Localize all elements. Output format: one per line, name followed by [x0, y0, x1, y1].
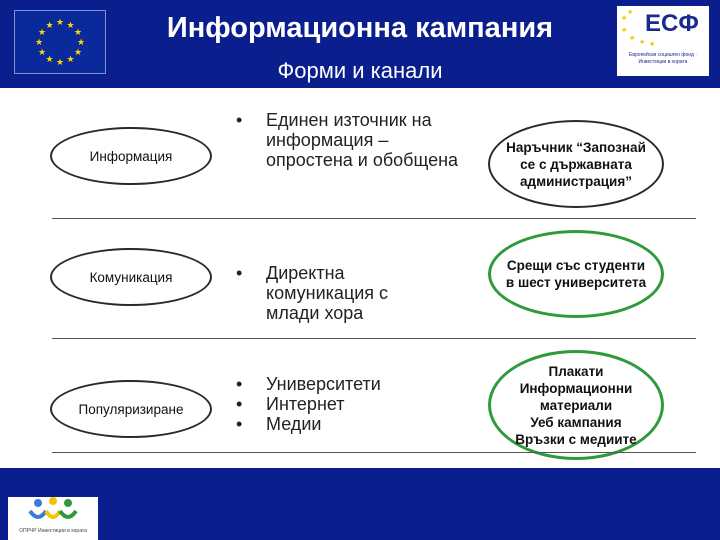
form-oval-popularization: [50, 380, 212, 438]
channel-oval-handbook: [488, 120, 664, 208]
list-item: [236, 374, 381, 394]
bullet-list: [236, 374, 381, 434]
bullet-list: [236, 263, 446, 323]
svg-text:★: ★: [73, 28, 83, 38]
form-oval-communication: [50, 248, 212, 306]
svg-text:★: ★: [45, 55, 54, 65]
channel-line: Уеб кампания: [530, 414, 622, 430]
form-label: Комуникация: [89, 269, 173, 285]
channel-oval-meetings: [488, 230, 664, 318]
svg-text:★: ★: [45, 21, 54, 31]
svg-text:★: ★: [37, 48, 47, 58]
row-divider: [52, 218, 696, 219]
svg-text:★: ★: [639, 38, 646, 46]
svg-text:★: ★: [649, 40, 656, 48]
channel-line: Плакати: [548, 363, 604, 379]
svg-text:★: ★: [621, 26, 628, 34]
svg-text:★: ★: [76, 38, 86, 48]
list-item: [236, 263, 446, 323]
channel-line: Информационни материали: [519, 380, 633, 413]
form-oval-information: [50, 127, 212, 185]
form-label: Популяризиране: [78, 401, 184, 417]
channel-label: Наръчник “Запознай се с държавната администрация”: [506, 139, 646, 189]
svg-text:★: ★: [66, 21, 75, 31]
bullet-icon: •: [236, 414, 243, 434]
channel-label-list: [491, 363, 661, 448]
list-item: [236, 110, 466, 170]
channel-label: Срещи със студенти в шест университета: [505, 258, 647, 290]
footer-logo-text: ОПРЧР Инвестиции в хората: [19, 528, 87, 534]
bullet-text: Медии: [266, 414, 322, 434]
bullet-icon: •: [236, 394, 243, 414]
bullet-text: Единен източник на информация – опростена и обобщена: [266, 110, 459, 170]
svg-text:★: ★: [621, 14, 628, 22]
esf-logo-text: ЕСФ: [645, 10, 699, 37]
list-item: [236, 394, 381, 414]
svg-text:★: ★: [37, 28, 47, 38]
bullet-icon: •: [236, 110, 243, 130]
row-divider: [52, 452, 696, 453]
slide-subtitle: Форми и канали: [277, 58, 443, 83]
channel-oval-materials: [488, 350, 664, 460]
footer-bar: [0, 468, 720, 540]
svg-text:★: ★: [66, 55, 75, 65]
bullet-icon: •: [236, 374, 243, 394]
oprchr-logo: [8, 497, 98, 540]
svg-text:★: ★: [73, 48, 83, 58]
people-logo-icon: [8, 497, 98, 527]
svg-text:★: ★: [627, 8, 634, 16]
bullet-text: Директна комуникация с млади хора: [266, 263, 389, 323]
bullet-text: Университети: [266, 374, 381, 394]
slide-title: Информационна кампания: [166, 12, 554, 44]
bullet-icon: •: [236, 263, 243, 283]
svg-text:★: ★: [55, 58, 65, 68]
esf-logo-small-text: Европейски социален фонд · Инвестиции в хората: [629, 52, 697, 65]
bullet-text: Интернет: [266, 394, 345, 414]
svg-text:★: ★: [629, 34, 636, 42]
bullet-list: [236, 110, 466, 170]
svg-text:★: ★: [55, 18, 65, 28]
channel-line: Връзки с медиите: [515, 431, 637, 447]
form-label: Информация: [89, 148, 173, 164]
list-item: [236, 414, 381, 434]
row-divider: [52, 338, 696, 339]
esf-logo: [617, 6, 709, 76]
svg-text:★: ★: [34, 38, 44, 48]
